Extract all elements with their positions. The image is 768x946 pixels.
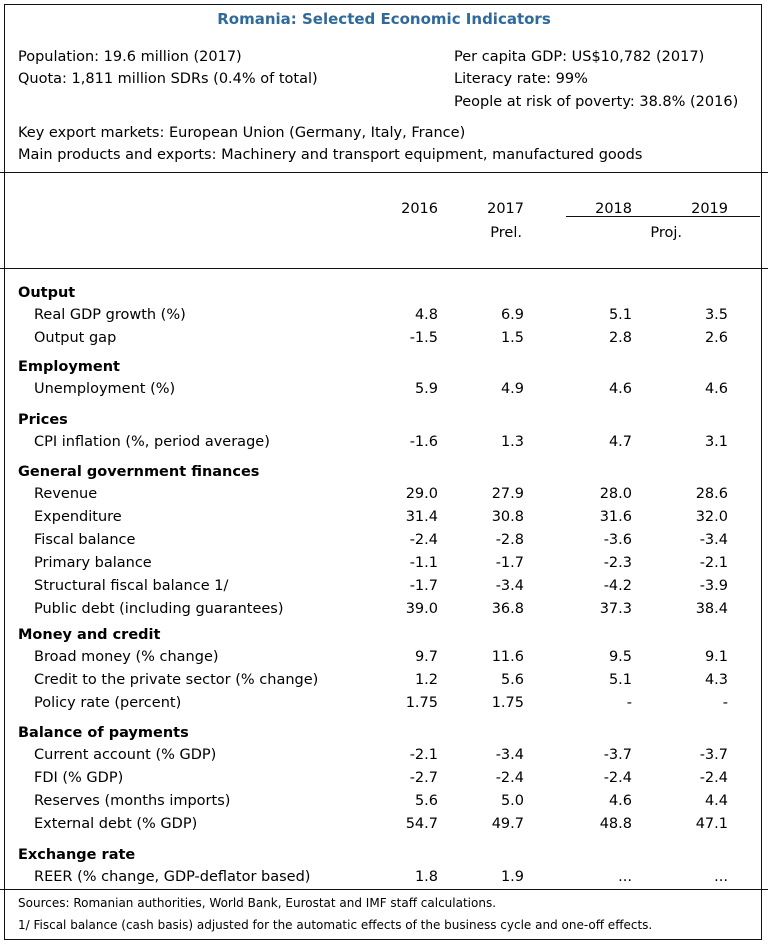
cell-value: ...: [618, 869, 632, 885]
cell-value: 1.9: [500, 869, 524, 885]
cell-value: -2.7: [409, 770, 438, 786]
header-divider-top: [0, 172, 768, 173]
cell-value: -3.4: [495, 747, 524, 763]
poverty-rate-text: People at risk of poverty: 38.8% (2016): [454, 94, 739, 110]
row-label: Reserves (months imports): [34, 793, 231, 809]
quota-text: Quota: 1,811 million SDRs (0.4% of total): [18, 71, 318, 87]
col-header-2019: 2019: [691, 201, 728, 217]
section-header: General government finances: [18, 464, 260, 480]
cell-value: 28.6: [695, 486, 728, 502]
cell-value: 1.75: [405, 695, 438, 711]
cell-value: -3.4: [495, 578, 524, 594]
cell-value: 32.0: [695, 509, 728, 525]
cell-value: 31.6: [599, 509, 632, 525]
cell-value: 5.1: [608, 307, 632, 323]
footer-divider: [0, 889, 768, 890]
cell-value: -3.4: [699, 532, 728, 548]
section-header: Employment: [18, 359, 120, 375]
cell-value: -1.6: [409, 434, 438, 450]
row-label: FDI (% GDP): [34, 770, 124, 786]
col-header-2018: 2018: [595, 201, 632, 217]
row-label: Unemployment (%): [34, 381, 176, 397]
cell-value: -3.7: [699, 747, 728, 763]
cell-value: 29.0: [405, 486, 438, 502]
cell-value: 27.9: [491, 486, 524, 502]
cell-value: 4.6: [608, 793, 632, 809]
row-label: Structural fiscal balance 1/: [34, 578, 229, 594]
cell-value: -1.1: [409, 555, 438, 571]
export-markets-text: Key export markets: European Union (Germany, Italy, France): [18, 125, 466, 141]
row-label: Policy rate (percent): [34, 695, 182, 711]
cell-value: 2.8: [608, 330, 632, 346]
cell-value: -2.3: [603, 555, 632, 571]
cell-value: 9.5: [608, 649, 632, 665]
cell-value: -3.9: [699, 578, 728, 594]
cell-value: 48.8: [599, 816, 632, 832]
population-text: Population: 19.6 million (2017): [18, 49, 242, 65]
cell-value: 5.0: [500, 793, 524, 809]
main-products-text: Main products and exports: Machinery and transport equipment, manufactured goods: [18, 147, 643, 163]
section-header: Exchange rate: [18, 847, 136, 863]
cell-value: -: [722, 695, 728, 711]
proj-label: Proj.: [650, 225, 682, 241]
cell-value: 2.6: [704, 330, 728, 346]
row-label: Fiscal balance: [34, 532, 136, 548]
cell-value: 31.4: [405, 509, 438, 525]
cell-value: -1.7: [495, 555, 524, 571]
cell-value: 1.2: [414, 672, 438, 688]
cell-value: -2.1: [699, 555, 728, 571]
row-label: Revenue: [34, 486, 98, 502]
row-label: Current account (% GDP): [34, 747, 217, 763]
cell-value: 3.1: [704, 434, 728, 450]
cell-value: 30.8: [491, 509, 524, 525]
section-header: Prices: [18, 412, 68, 428]
col-header-2017: 2017: [487, 201, 524, 217]
cell-value: 5.9: [414, 381, 438, 397]
cell-value: 5.6: [500, 672, 524, 688]
cell-value: 1.75: [491, 695, 524, 711]
cell-value: 11.6: [491, 649, 524, 665]
row-label: CPI inflation (%, period average): [34, 434, 270, 450]
row-label: Real GDP growth (%): [34, 307, 186, 323]
cell-value: 4.6: [608, 381, 632, 397]
row-label: Credit to the private sector (% change): [34, 672, 319, 688]
cell-value: 38.4: [695, 601, 728, 617]
projection-bracket-line: [566, 216, 760, 217]
cell-value: 9.7: [414, 649, 438, 665]
row-label: Output gap: [34, 330, 117, 346]
row-label: Public debt (including guarantees): [34, 601, 284, 617]
cell-value: -2.4: [409, 532, 438, 548]
cell-value: 4.4: [704, 793, 728, 809]
cell-value: 4.8: [414, 307, 438, 323]
section-header: Balance of payments: [18, 725, 189, 741]
cell-value: 39.0: [405, 601, 438, 617]
row-label: Expenditure: [34, 509, 122, 525]
cell-value: 36.8: [491, 601, 524, 617]
cell-value: 6.9: [500, 307, 524, 323]
cell-value: 3.5: [704, 307, 728, 323]
cell-value: -3.7: [603, 747, 632, 763]
cell-value: 4.3: [704, 672, 728, 688]
cell-value: -2.8: [495, 532, 524, 548]
cell-value: -2.4: [699, 770, 728, 786]
cell-value: -1.5: [409, 330, 438, 346]
cell-value: 28.0: [599, 486, 632, 502]
cell-value: -2.4: [495, 770, 524, 786]
prel-label: Prel.: [490, 225, 522, 241]
row-label: External debt (% GDP): [34, 816, 198, 832]
sources-note: Sources: Romanian authorities, World Bank, Eurostat and IMF staff calculations.: [18, 896, 497, 910]
cell-value: 5.1: [608, 672, 632, 688]
row-label: REER (% change, GDP-deflator based): [34, 869, 311, 885]
row-label: Primary balance: [34, 555, 152, 571]
cell-value: -2.4: [603, 770, 632, 786]
cell-value: -4.2: [603, 578, 632, 594]
header-divider-bottom: [0, 268, 768, 269]
cell-value: 1.8: [414, 869, 438, 885]
footnote-1: 1/ Fiscal balance (cash basis) adjusted for the automatic effects of the business cycle and one-off effects.: [18, 918, 653, 932]
cell-value: -1.7: [409, 578, 438, 594]
cell-value: 37.3: [599, 601, 632, 617]
cell-value: 47.1: [695, 816, 728, 832]
row-label: Broad money (% change): [34, 649, 219, 665]
cell-value: -: [626, 695, 632, 711]
cell-value: 4.6: [704, 381, 728, 397]
cell-value: 4.9: [500, 381, 524, 397]
cell-value: 9.1: [704, 649, 728, 665]
cell-value: 5.6: [414, 793, 438, 809]
cell-value: 1.5: [500, 330, 524, 346]
cell-value: 54.7: [405, 816, 438, 832]
cell-value: -2.1: [409, 747, 438, 763]
section-header: Money and credit: [18, 627, 161, 643]
cell-value: 4.7: [608, 434, 632, 450]
cell-value: 1.3: [500, 434, 524, 450]
per-capita-gdp-text: Per capita GDP: US$10,782 (2017): [454, 49, 705, 65]
cell-value: 49.7: [491, 816, 524, 832]
col-header-2016: 2016: [401, 201, 438, 217]
cell-value: -3.6: [603, 532, 632, 548]
cell-value: ...: [714, 869, 728, 885]
section-header: Output: [18, 285, 76, 301]
literacy-rate-text: Literacy rate: 99%: [454, 71, 588, 87]
table-title: Romania: Selected Economic Indicators: [217, 10, 551, 28]
